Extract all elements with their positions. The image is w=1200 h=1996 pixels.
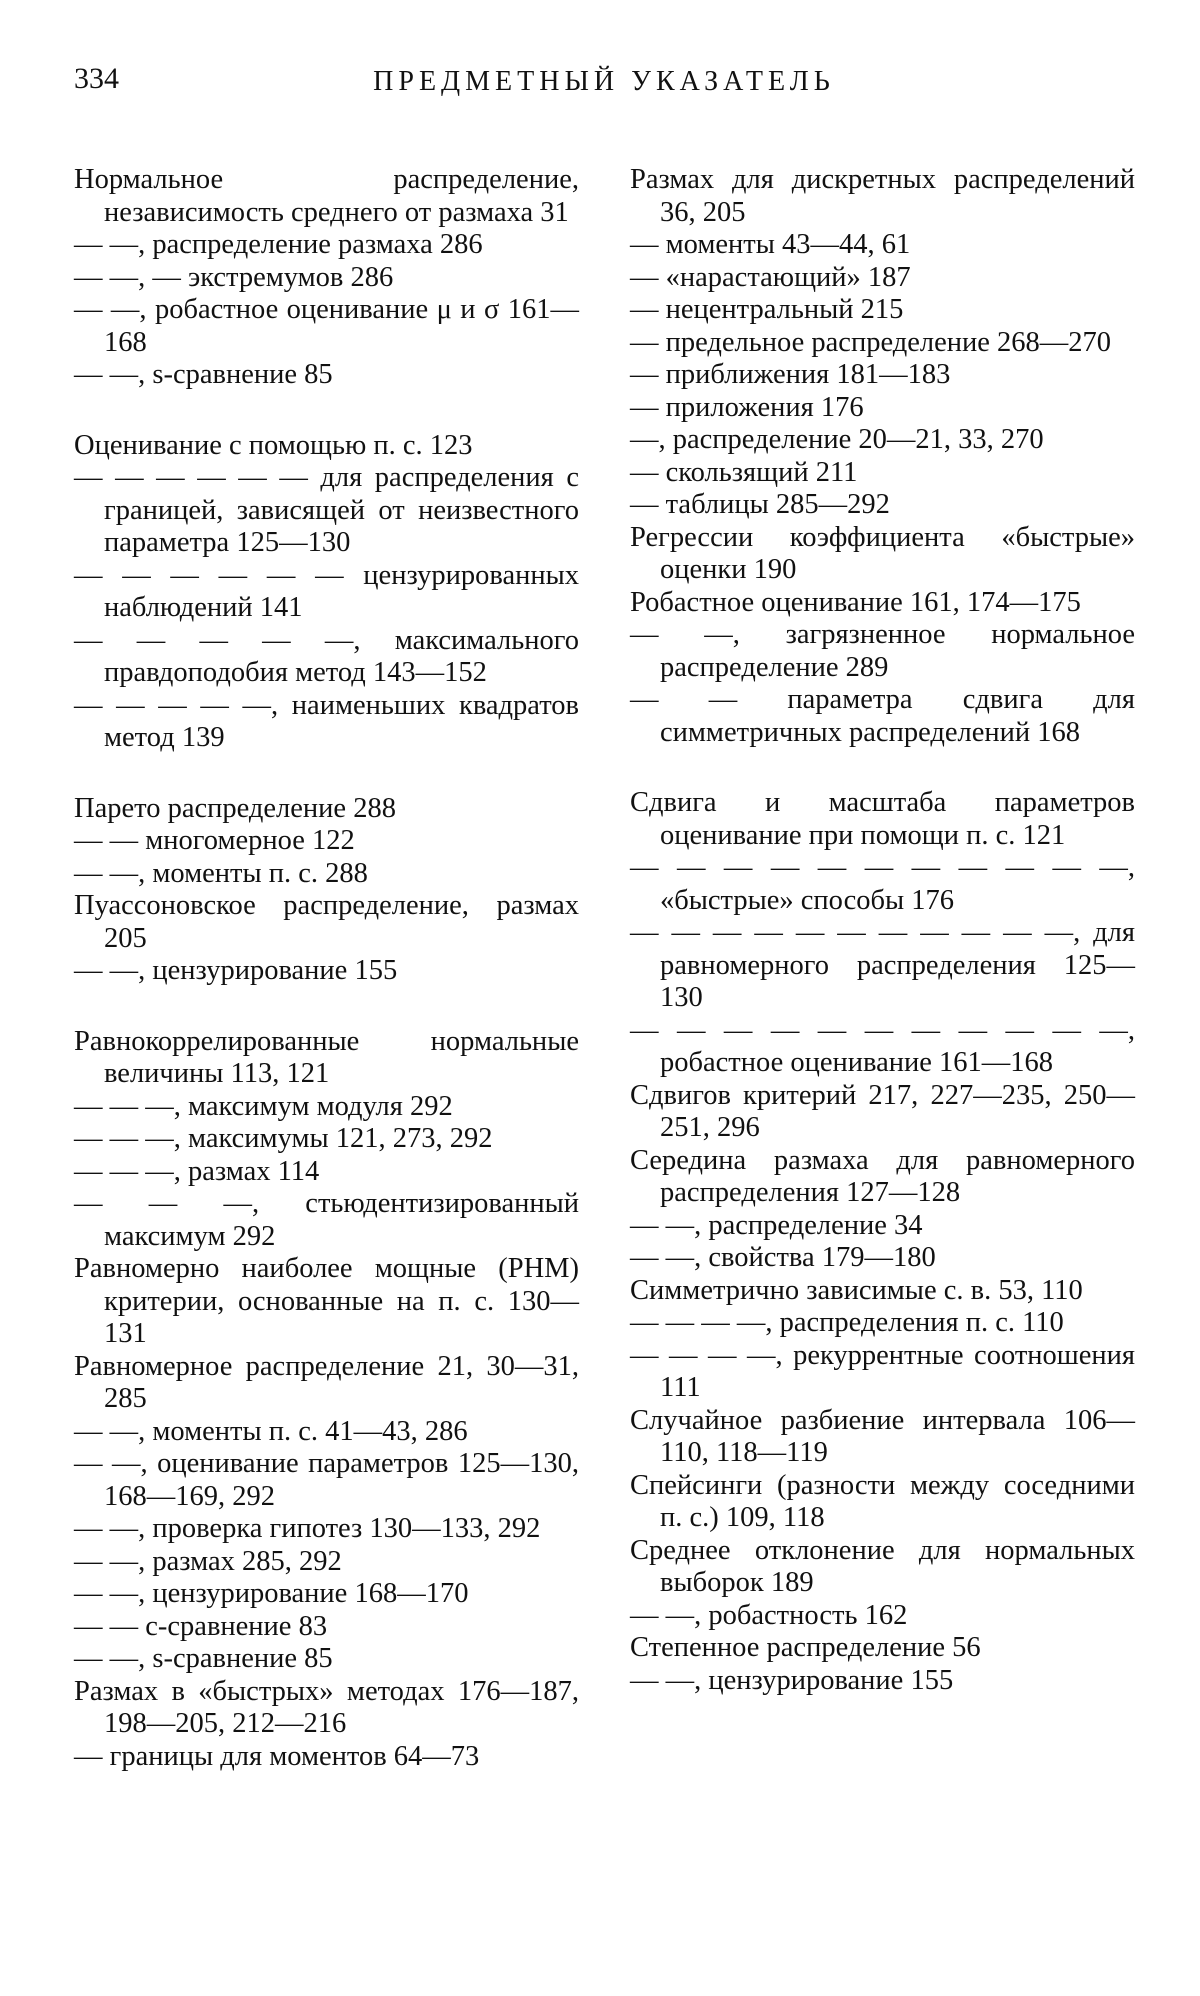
section-gap xyxy=(74,755,579,793)
index-column-left xyxy=(74,164,579,1773)
index-entry: Равнокоррелированные нормальные величины 113, 121 xyxy=(74,1025,579,1089)
section-gap xyxy=(74,988,579,1026)
index-entry: — приложения 176 xyxy=(630,391,864,423)
page-number: 334 xyxy=(74,62,119,95)
index-entry: — —, цензурирование 168—170 xyxy=(74,1578,469,1609)
index-entry: — — —, размах 114 xyxy=(74,1155,320,1187)
index-entry: Размах в «быстрых» методах 176—187, 198—205, 212—216 xyxy=(74,1675,579,1739)
index-entry: — нецентральный 215 xyxy=(630,294,904,325)
index-entry: Пуассоновское распределение, размах 205 xyxy=(74,890,579,954)
index-entry: Парето распределение 288 xyxy=(74,792,396,824)
index-entry: — — —, стьюдентизированный максимум 292 xyxy=(74,1188,579,1252)
index-entry: —, распределение 20—21, 33, 270 xyxy=(630,424,1044,455)
index-entry: — —, s-сравнение 85 xyxy=(74,359,333,390)
index-entry: — — — — — — — — — — —, робастное оценивание 161—168 xyxy=(630,1014,1135,1078)
index-entry: Среднее отклонение для нормальных выборок 189 xyxy=(630,1534,1135,1598)
index-entry: — —, загрязненное нормальное распределение 289 xyxy=(630,619,1135,683)
index-entry: Регрессии коэффициента «быстрые» оценки 190 xyxy=(630,521,1135,585)
index-entry: Середина размаха для равномерного распределения 127—128 xyxy=(630,1144,1135,1208)
index-entry: Симметрично зависимые с. в. 53, 110 xyxy=(630,1274,1083,1306)
index-entry: Степенное распределение 56 xyxy=(630,1632,981,1663)
index-entry: — — — — —, максимального правдоподобия метод 143—152 xyxy=(74,624,579,688)
index-entry: — — —, максимум модуля 292 xyxy=(74,1090,453,1122)
index-entry: — — — —, рекуррентные соотношения 111 xyxy=(630,1339,1135,1403)
index-entry: — —, проверка гипотез 130—133, 292 xyxy=(74,1513,541,1544)
index-entry: — —, распределение размаха 286 xyxy=(74,229,483,260)
index-entry: — таблицы 285—292 xyxy=(630,489,890,520)
index-entry: — — — — — — — — — — —, «быстрые» способы 176 xyxy=(630,852,1135,916)
index-entry: — — — — — — цензурированных наблюдений 141 xyxy=(74,559,579,623)
index-entry: Равномерно наиболее мощные (РНМ) критерии, основанные на п. с. 130—131 xyxy=(74,1253,579,1349)
index-entry: Равномерное распределение 21, 30—31, 285 xyxy=(74,1350,579,1414)
index-entry: — —, робастное оценивание μ и σ 161—168 xyxy=(74,294,579,358)
index-entry: — —, — экстремумов 286 xyxy=(74,261,394,293)
page-header xyxy=(74,62,1134,102)
index-entry: — — c-сравнение 83 xyxy=(74,1610,328,1642)
index-entry: — предельное распределение 268—270 xyxy=(630,326,1112,358)
index-entry: — — — — —, наименьших квадратов метод 139 xyxy=(74,689,579,753)
index-entry: Сдвигов критерий 217, 227—235, 250—251, 296 xyxy=(630,1079,1135,1143)
index-entry: — — — — — — — — — — —, для равномерного распределения 125—130 xyxy=(630,917,1135,1013)
index-entry: — — — —, распределения п. с. 110 xyxy=(630,1307,1064,1338)
index-entry: — —, размах 285, 292 xyxy=(74,1545,342,1577)
index-entry: — скользящий 211 xyxy=(630,456,858,488)
index-entry: — —, моменты п. с. 41—43, 286 xyxy=(74,1415,468,1447)
index-entry: — —, цензурирование 155 xyxy=(630,1664,954,1696)
index-entry: Размах для дискретных распределений 36, 205 xyxy=(630,164,1135,228)
index-entry: — —, цензурирование 155 xyxy=(74,955,398,986)
index-entry: — границы для моментов 64—73 xyxy=(74,1740,480,1772)
index-entry: Оценивание с помощью п. с. 123 xyxy=(74,429,473,461)
index-entry: — —, s-сравнение 85 xyxy=(74,1643,333,1674)
index-entry: Сдвига и масштаба параметров оценивание при помощи п. с. 121 xyxy=(630,787,1135,851)
index-entry: Робастное оценивание 161, 174—175 xyxy=(630,586,1081,618)
index-entry: — —, робастность 162 xyxy=(630,1599,908,1631)
index-entry: — —, распределение 34 xyxy=(630,1209,923,1241)
index-entry: Нормальное распределение, независимость среднего от размаха 31 xyxy=(74,164,579,228)
index-entry: — —, свойства 179—180 xyxy=(630,1242,936,1273)
index-entry: Спейсинги (разности между соседними п. с.) 109, 118 xyxy=(630,1469,1135,1533)
index-entry: — —, моменты п. с. 288 xyxy=(74,857,368,889)
index-column-right xyxy=(630,164,1135,1697)
index-entry: — приближения 181—183 xyxy=(630,359,951,390)
index-entry: — — — — — — для распределения с границей, зависящей от неизвестного параметра 125—130 xyxy=(74,462,579,558)
index-entry: — моменты 43—44, 61 xyxy=(630,229,911,260)
index-entry: — —, оценивание параметров 125—130, 168—169, 292 xyxy=(74,1448,579,1512)
index-entry: — — многомерное 122 xyxy=(74,825,355,856)
index-entry: Случайное разбиение интервала 106—110, 118—119 xyxy=(630,1404,1135,1468)
index-entry: — «нарастающий» 187 xyxy=(630,261,911,293)
index-entry: — — —, максимумы 121, 273, 292 xyxy=(74,1123,493,1154)
index-entry: — — параметра сдвига для симметричных распределений 168 xyxy=(630,684,1135,748)
section-gap xyxy=(74,392,579,430)
section-gap xyxy=(630,749,1135,787)
running-title: ПРЕДМЕТНЫЙ УКАЗАТЕЛЬ xyxy=(373,66,835,97)
